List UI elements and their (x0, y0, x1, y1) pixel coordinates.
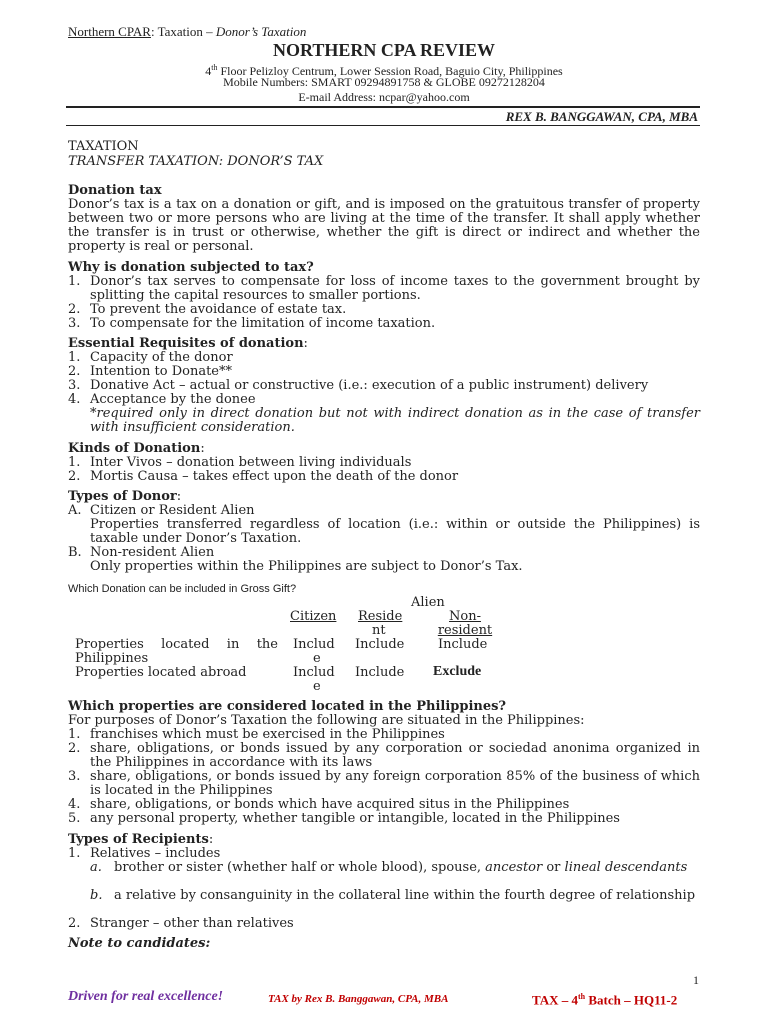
address-line: 4th Floor Pelizloy Centrum, Lower Session Road, Baguio City, Philippines (205, 63, 563, 78)
list-item: 2. Intention to Donate** (68, 364, 232, 379)
mobile-line: Mobile Numbers: SMART 09294891758 & GLOBE 09272128204 (223, 75, 545, 89)
note-heading: Note to candidates: (68, 936, 211, 951)
donor-types-heading: Types of Donor: (68, 489, 182, 504)
kinds-heading: Kinds of Donation: (68, 441, 205, 456)
subject-label: TAXATION (68, 139, 139, 154)
running-header (68, 25, 306, 39)
located-list (68, 728, 700, 826)
author-divider (66, 125, 700, 126)
email-line: E-mail Address: ncpar@yahoo.com (298, 90, 470, 104)
row2-nonresident: Exclude (433, 664, 482, 679)
list-item: 3. Donative Act – actual or constructive (i.e.: execution of a public instrument) delivery (68, 378, 649, 393)
list-item: 3. share, obligations, or bonds issued by any foreign corporation 85% of the business of which is located in the Philippines (68, 769, 700, 798)
list-item: 4. share, obligations, or bonds which have acquired situs in the Philippines (68, 797, 570, 812)
topic-label: TRANSFER TAXATION: DONOR’S TAX (68, 154, 324, 169)
list-item: 2. To prevent the avoidance of estate tax. (68, 302, 347, 317)
requisites-list (68, 351, 700, 407)
requisites-heading: Essential Requisites of donation: (68, 336, 308, 351)
row1-label: Properties located in the Philippines (75, 637, 278, 666)
row2-label: Properties located abroad (75, 665, 247, 680)
why-heading: Why is donation subjected to tax? (68, 260, 314, 275)
row2-resident: Include (355, 665, 405, 680)
header-subject: : Taxation – (150, 24, 216, 39)
col-resident: Reside nt (358, 609, 403, 638)
donation-tax-body: Donor’s tax is a tax on a donation or gift, and is imposed on the gratuitous transfer of property between two or more persons who are living at the time of the transfer. It shall apply whether the transfer is in trust or otherwise, whether the gift is direct or indirect and whether the property is real or personal. (68, 197, 700, 254)
footer-batch: TAX – 4th Batch – HQ11-2 (532, 992, 678, 1008)
page-title: NORTHERN CPA REVIEW (272, 40, 496, 60)
row1-citizen: Includ e (293, 637, 335, 666)
list-item: 1. Donor’s tax serves to compensate for loss of income taxes to the government brought by splitting the capital resources to smaller portions. (68, 274, 700, 303)
donor-type-b-desc: Only properties within the Philippines are subject to Donor’s Tax. (90, 559, 523, 574)
donor-type-a: A. Citizen or Resident Alien (68, 503, 255, 518)
list-item: 3. To compensate for the limitation of income taxation. (68, 316, 436, 331)
list-item: 1. franchises which must be exercised in the Philippines (68, 727, 445, 742)
gross-gift-question: Which Donation can be included in Gross Gift? (68, 583, 297, 595)
col-nonresident: Non- resident (437, 609, 493, 638)
list-item: 2. Mortis Causa – takes effect upon the death of the donor (68, 469, 459, 484)
row2-citizen: Includ e (293, 665, 335, 694)
row1-nonresident: Include (438, 637, 488, 652)
located-heading: Which properties are considered located in the Philippines? (68, 699, 507, 714)
located-intro: For purposes of Donor’s Taxation the following are situated in the Philippines: (68, 713, 585, 728)
header-topic: Donor’s Taxation (215, 24, 307, 39)
donation-tax-heading: Donation tax (68, 183, 162, 198)
recipients-heading: Types of Recipients: (68, 832, 214, 847)
recipient-sub-a: a. brother or sister (whether half or whole blood), spouse, ancestor or lineal descendants (90, 860, 688, 875)
footer-slogan: Driven for real excellence! (68, 989, 224, 1004)
alien-header: Alien (411, 595, 445, 610)
requisites-note: *required only in direct donation but not with indirect donation as in the case of transfer with insufficient consideration. (90, 406, 700, 435)
header-divider (66, 106, 700, 108)
footer-byline: TAX by Rex B. Banggawan, CPA, MBA (268, 993, 449, 1005)
kinds-list (68, 456, 700, 484)
recipient-stranger: 2. Stranger – other than relatives (68, 916, 294, 931)
page-number: 1 (693, 973, 699, 987)
list-item: 4. Acceptance by the donee (68, 392, 256, 407)
list-item: 5. any personal property, whether tangible or intangible, located in the Philippines (68, 811, 620, 826)
recipient-relatives: 1. Relatives – includes (68, 846, 221, 861)
author-name: REX B. BANGGAWAN, CPA, MBA (505, 109, 698, 124)
why-list (68, 275, 700, 331)
col-citizen: Citizen (290, 609, 337, 624)
donor-type-a-desc: Properties transferred regardless of location (i.e.: within or outside the Philippines) is taxable under Donor’s Taxation. (90, 517, 700, 546)
list-item: 2. share, obligations, or bonds issued by any corporation or sociedad anonima organized in the Philippines in accordance with its laws (68, 741, 700, 770)
donor-type-b: B. Non-resident Alien (68, 545, 215, 560)
list-item: 1. Capacity of the donor (68, 350, 233, 365)
org-name: Northern CPAR (68, 24, 151, 39)
row1-resident: Include (355, 637, 405, 652)
list-item: 1. Inter Vivos – donation between living individuals (68, 455, 412, 470)
recipient-sub-b: b. a relative by consanguinity in the collateral line within the fourth degree of relationship (90, 888, 696, 903)
